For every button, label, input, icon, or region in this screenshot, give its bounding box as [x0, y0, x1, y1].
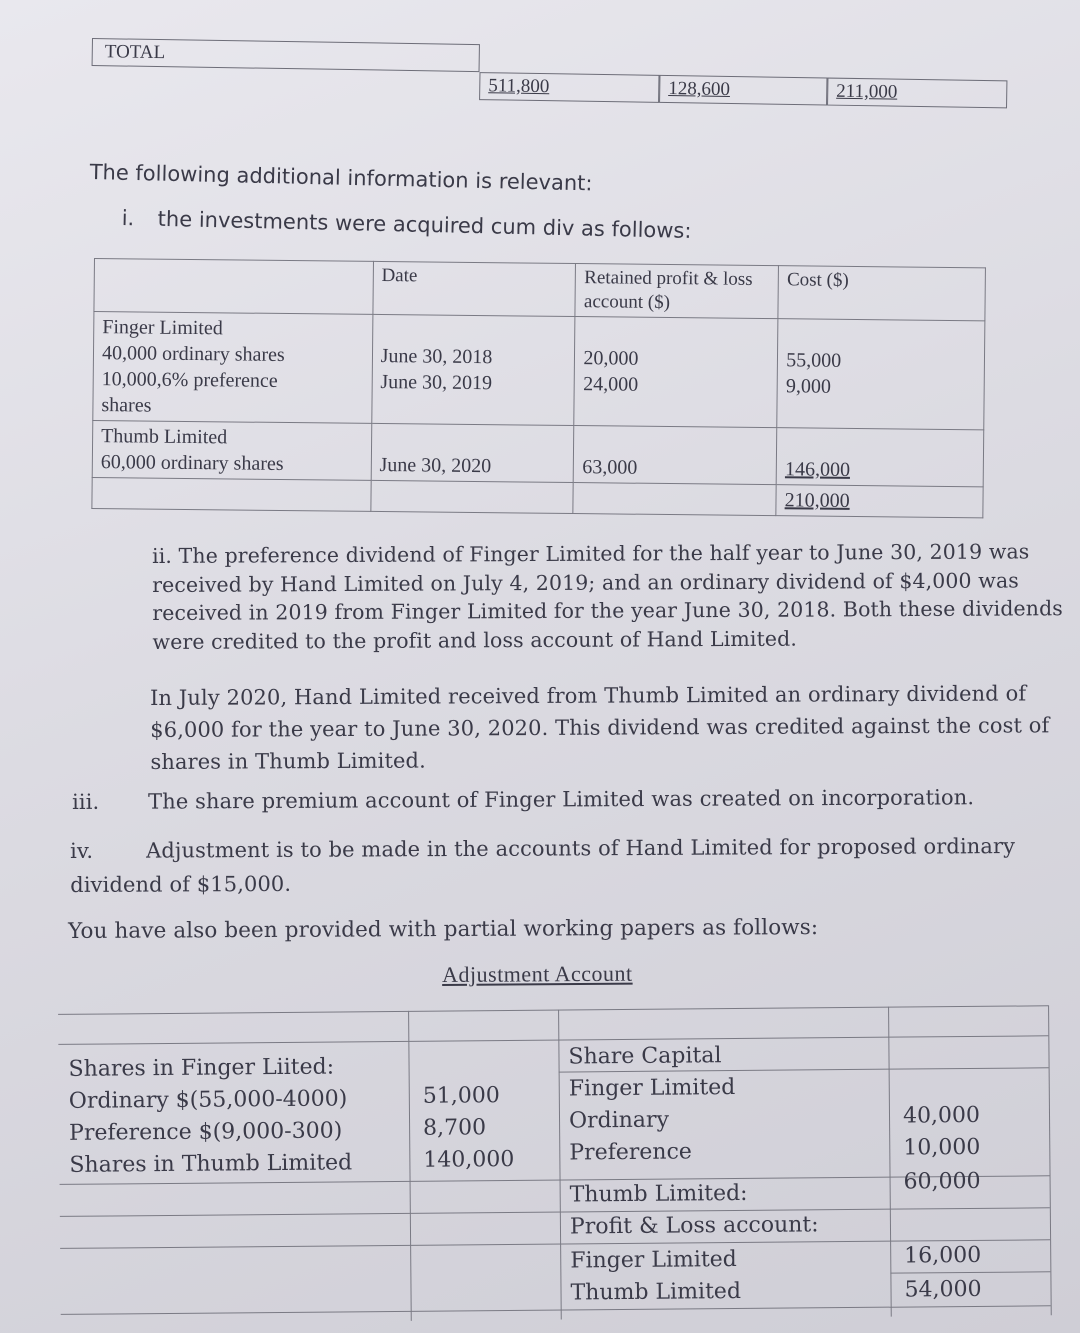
adj-right-amount: 54,000	[904, 1276, 982, 1303]
finger-description	[93, 312, 373, 424]
total-label: TOTAL	[92, 38, 480, 72]
adjustment-account-title: Adjustment Account	[442, 960, 633, 987]
item-iv-text: Adjustment is to be made in the accounts of Hand Limited for proposed ordinary	[146, 834, 1016, 863]
paragraph-july-2020	[150, 677, 1050, 778]
total-cost: 210,000	[784, 489, 850, 512]
header-retained-profit: Retained profit & loss account ($)	[575, 264, 778, 319]
table-row-finger	[93, 312, 985, 430]
header-cost: Cost ($)	[778, 266, 985, 321]
paragraph-ii-line: received in 2019 from Finger Limited for the year June 30, 2018. Both these dividends	[152, 596, 1063, 625]
header-blank	[94, 259, 373, 315]
paragraph-july-line: $6,000 for the year to June 30, 2020. This dividend was credited against the cost of	[150, 713, 1050, 742]
total-value-cost: 211,000	[827, 78, 1007, 109]
table-row-thumb	[92, 420, 984, 486]
item-i-text: the investments were acquired cum div as follows:	[157, 206, 692, 243]
investments-table	[91, 258, 986, 518]
finger-cost-2: 9,000	[785, 375, 832, 398]
total-row	[91, 38, 1008, 118]
adj-divider-1	[408, 1011, 412, 1321]
adj-left-item: Preference $(9,000-300)	[69, 1118, 343, 1146]
adj-right-amount: 40,000	[902, 1102, 981, 1129]
thumb-name: Thumb Limited	[101, 425, 228, 449]
finger-ordinary: 40,000 ordinary shares	[101, 342, 285, 367]
adj-left-amount: 51,000	[422, 1083, 500, 1109]
item-i	[121, 206, 691, 243]
finger-rp-2: 24,000	[583, 373, 639, 396]
total-blank-2	[371, 480, 574, 513]
finger-dates	[371, 314, 575, 425]
thumb-cost: 146,000	[784, 458, 851, 481]
header-date: Date	[373, 261, 576, 316]
adj-top-border	[58, 1005, 1048, 1015]
paragraph-july-line: shares in Thumb Limited.	[150, 748, 426, 774]
adj-right-item: Share Capital	[568, 1043, 722, 1070]
adj-right-item: Finger Limited	[570, 1247, 737, 1274]
thumb-cost-cell	[776, 428, 983, 487]
adj-left-amount: 140,000	[423, 1146, 515, 1173]
adj-header-border	[58, 1035, 1048, 1045]
adj-row-line	[60, 1239, 1050, 1249]
intro-text: The following additional information is relevant:	[89, 160, 593, 196]
adj-row-line	[60, 1207, 1050, 1217]
table-header-row	[94, 259, 986, 321]
adj-right-item: Preference	[569, 1139, 692, 1166]
finger-cost-1: 55,000	[786, 349, 842, 372]
paragraph-july-line: In July 2020, Hand Limited received from Thumb Limited an ordinary dividend of	[150, 681, 1027, 710]
adj-bottom-border	[61, 1305, 1051, 1315]
item-iii	[72, 783, 974, 816]
adj-divider-2	[558, 1010, 562, 1320]
paragraph-ii	[152, 537, 1063, 656]
adj-right-border	[1048, 1005, 1052, 1315]
thumb-ordinary: 60,000 ordinary shares	[100, 451, 284, 475]
adj-right-amount: 10,000	[903, 1134, 981, 1161]
finger-preference-cont: shares	[101, 394, 152, 417]
adj-right-item: Profit & Loss account:	[569, 1212, 819, 1240]
finger-retained-profit	[574, 317, 778, 428]
adj-right-item: Thumb Limited:	[569, 1180, 748, 1208]
finger-preference: 10,000,6% preference	[101, 368, 278, 392]
thumb-rp: 63,000	[582, 456, 638, 479]
total-value-middle: 128,600	[659, 75, 827, 106]
item-iv	[70, 829, 1015, 902]
item-iii-number: iii.	[72, 789, 100, 814]
adj-right-amount: 60,000	[903, 1168, 981, 1195]
adj-left-item: Ordinary $(55,000-4000)	[68, 1086, 348, 1114]
adj-right-item: Ordinary	[568, 1107, 670, 1134]
thumb-date-cell	[371, 423, 574, 482]
paragraph-ii-line: ii. The preference dividend of Finger Limited for the half year to June 30, 2019 was	[152, 539, 1030, 568]
adjustment-account-table	[50, 995, 1053, 1324]
item-iv-number: iv.	[70, 838, 94, 863]
paragraph-ii-line: were credited to the profit and loss account of Hand Limited.	[152, 626, 798, 654]
item-iii-text: The share premium account of Finger Limited was created on incorporation.	[148, 785, 975, 814]
working-papers-intro: You have also been provided with partial working papers as follows:	[68, 915, 819, 944]
finger-rp-1: 20,000	[583, 347, 639, 370]
finger-date-1: June 30, 2018	[380, 345, 493, 369]
total-value-retained-profit: 511,800	[479, 72, 659, 103]
adj-left-item: Shares in Finger Liited:	[68, 1054, 335, 1082]
thumb-rp-cell	[574, 426, 777, 485]
adj-left-item: Shares in Thumb Limited	[69, 1150, 353, 1178]
adj-right-item: Thumb Limited	[570, 1278, 742, 1306]
total-blank-1	[92, 477, 371, 511]
thumb-description	[92, 420, 371, 480]
finger-cost	[777, 319, 985, 430]
paragraph-ii-line: received by Hand Limited on July 4, 2019; and an ordinary dividend of $4,000 was	[152, 567, 1019, 597]
thumb-date: June 30, 2020	[379, 454, 492, 478]
item-i-number: i.	[121, 206, 135, 231]
adj-left-amount: 8,700	[422, 1115, 487, 1141]
finger-name: Finger Limited	[102, 316, 223, 340]
adj-divider-3	[888, 1007, 892, 1317]
item-iv-text-cont: dividend of $15,000.	[70, 871, 292, 897]
total-cost-cell	[776, 485, 983, 518]
total-blank-3	[573, 483, 776, 516]
adj-right-item: Finger Limited	[568, 1075, 736, 1102]
finger-date-2: June 30, 2019	[380, 371, 493, 395]
adj-right-amount: 16,000	[904, 1242, 982, 1269]
